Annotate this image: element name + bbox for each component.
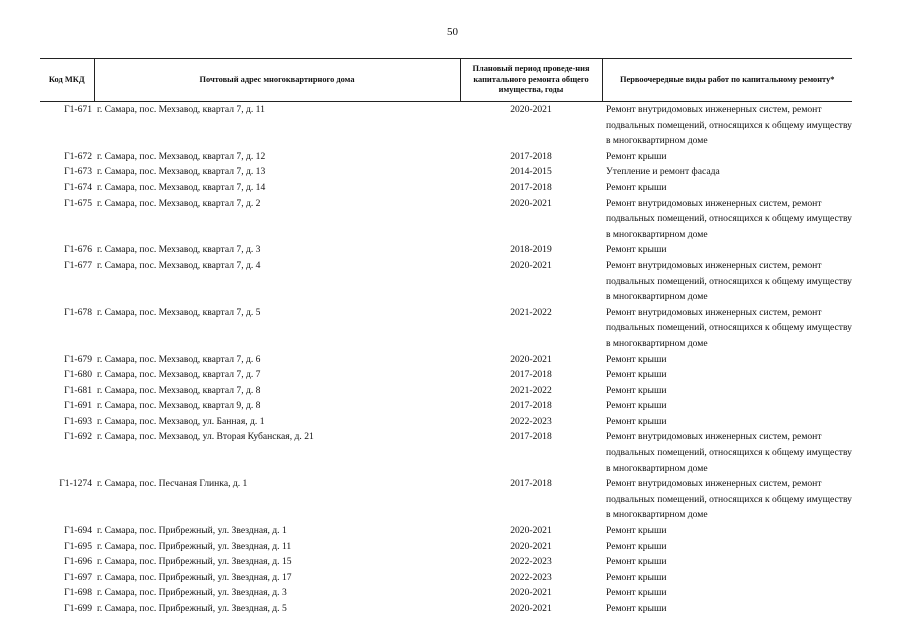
row-period: 2020-2021 — [510, 603, 552, 614]
row-code: Г1-672 — [64, 150, 92, 162]
row-code: Г1-680 — [64, 369, 92, 381]
row-period: 2017-2018 — [510, 478, 552, 490]
row-period: 2022-2023 — [510, 415, 552, 427]
row-address: г. Самара, пос. Прибрежный, ул. Звездная, д. 5 — [97, 603, 287, 614]
row-address: г. Самара, пос. Мехзавод, квартал 7, д. 3 — [97, 244, 261, 256]
row-works: Ремонт крыши — [606, 181, 667, 193]
row-works: Ремонт крыши — [606, 244, 667, 256]
table-row — [40, 601, 852, 617]
row-address: г. Самара, пос. Мехзавод, квартал 7, д. 7 — [97, 369, 261, 381]
row-works: Ремонт крыши — [606, 571, 667, 583]
row-address: г. Самара, пос. Мехзавод, квартал 7, д. 11 — [97, 104, 265, 115]
row-address: г. Самара, пос. Песчаная Глинка, д. 1 — [97, 478, 248, 490]
row-period: 2020-2021 — [510, 353, 552, 365]
row-address: г. Самара, пос. Мехзавод, квартал 7, д. 12 — [97, 150, 266, 162]
row-code: Г1-671 — [64, 104, 92, 115]
row-works: Ремонт крыши — [606, 400, 667, 412]
row-period: 2018-2019 — [510, 244, 552, 256]
row-address: г. Самара, пос. Мехзавод, квартал 7, д. 14 — [97, 181, 266, 193]
row-period: 2017-2018 — [510, 150, 552, 162]
table-row — [40, 164, 852, 180]
row-period: 2022-2023 — [510, 556, 552, 568]
row-address: г. Самара, пос. Прибрежный, ул. Звездная, д. 11 — [97, 540, 292, 552]
table-row — [40, 242, 852, 258]
row-period: 2017-2018 — [510, 431, 552, 443]
row-period: 2017-2018 — [510, 400, 552, 412]
row-code: Г1-691 — [64, 400, 92, 412]
table-row — [40, 570, 852, 586]
table-row — [40, 180, 852, 196]
row-address: г. Самара, пос. Мехзавод, квартал 7, д. 2 — [97, 197, 261, 209]
row-works: Ремонт крыши — [606, 587, 667, 599]
row-code: Г1-693 — [64, 415, 92, 427]
header-period: Плановый период проведе-ния капитального ремонта общего имущества, годы — [460, 59, 602, 102]
row-address: г. Самара, пос. Мехзавод, квартал 7, д. 5 — [97, 306, 261, 318]
row-code: Г1-678 — [64, 306, 92, 318]
row-address: г. Самара, пос. Прибрежный, ул. Звездная, д. 3 — [97, 587, 287, 599]
row-works: Ремонт внутридомовых инженерных систем, ремонт подвальных помещений, относящихся к общему имуществу в многоквартирном доме — [606, 306, 852, 349]
row-works: Ремонт крыши — [606, 353, 667, 365]
table-row — [40, 258, 852, 305]
row-works: Ремонт крыши — [606, 369, 667, 381]
row-works: Ремонт крыши — [606, 150, 667, 162]
row-period: 2017-2018 — [510, 181, 552, 193]
table-row — [40, 585, 852, 601]
row-code: Г1-679 — [64, 353, 92, 365]
table-row — [40, 383, 852, 399]
row-works: Ремонт крыши — [606, 525, 667, 537]
row-works: Ремонт внутридомовых инженерных систем, ремонт подвальных помещений, относящихся к общему имуществу в многоквартирном доме — [606, 431, 852, 474]
row-code: Г1-696 — [64, 556, 92, 568]
row-code: Г1-677 — [64, 259, 92, 271]
table-row — [40, 367, 852, 383]
row-code: Г1-695 — [64, 540, 92, 552]
table-row — [40, 414, 852, 430]
row-period: 2020-2021 — [510, 104, 552, 115]
row-works: Ремонт крыши — [606, 603, 667, 614]
row-period: 2020-2021 — [510, 587, 552, 599]
row-code: Г1-673 — [64, 166, 92, 178]
table-row — [40, 352, 852, 368]
row-address: г. Самара, пос. Мехзавод, ул. Банная, д. 1 — [97, 415, 265, 427]
row-period: 2022-2023 — [510, 571, 552, 583]
table-row — [40, 523, 852, 539]
row-address: г. Самара, пос. Прибрежный, ул. Звездная, д. 15 — [97, 556, 292, 568]
table-body — [40, 102, 852, 617]
row-address: г. Самара, пос. Прибрежный, ул. Звездная, д. 1 — [97, 525, 287, 537]
header-works: Первоочередные виды работ по капитальному ремонту* — [602, 59, 852, 102]
row-period: 2021-2022 — [510, 384, 552, 396]
row-code: Г1-676 — [64, 244, 92, 256]
row-address: г. Самара, пос. Мехзавод, квартал 7, д. 4 — [97, 259, 261, 271]
table-row — [40, 476, 852, 523]
row-code: Г1-681 — [64, 384, 92, 396]
row-code: Г1-694 — [64, 525, 92, 537]
row-code: Г1-692 — [64, 431, 92, 443]
table-row — [40, 398, 852, 414]
row-code: Г1-675 — [64, 197, 92, 209]
header-address: Почтовый адрес многоквартирного дома — [94, 59, 460, 102]
row-period: 2014-2015 — [510, 166, 552, 178]
table-row — [40, 149, 852, 165]
row-address: г. Самара, пос. Мехзавод, квартал 7, д. 8 — [97, 384, 261, 396]
row-works: Ремонт крыши — [606, 556, 667, 568]
row-works: Ремонт внутридомовых инженерных систем, ремонт подвальных помещений, относящихся к общему имуществу в многоквартирном доме — [606, 259, 852, 303]
row-works: Ремонт внутридомовых инженерных систем, ремонт подвальных помещений, относящихся к общему имуществу в многоквартирном доме — [606, 104, 852, 147]
row-address: г. Самара, пос. Мехзавод, ул. Вторая Кубанская, д. 21 — [97, 431, 314, 443]
row-works: Ремонт внутридомовых инженерных систем, ремонт подвальных помещений, относящихся к общему имуществу в многоквартирном доме — [606, 478, 852, 521]
row-code: Г1-1274 — [59, 478, 92, 490]
table-row — [40, 554, 852, 570]
row-code: Г1-697 — [64, 571, 92, 583]
table-row — [40, 102, 852, 149]
table-row — [40, 429, 852, 476]
row-period: 2020-2021 — [510, 525, 552, 537]
table-row — [40, 305, 852, 352]
page-number: 50 — [447, 26, 458, 38]
row-works: Ремонт внутридомовых инженерных систем, ремонт подвальных помещений, относящихся к общему имуществу в многоквартирном доме — [606, 197, 852, 240]
row-works: Ремонт крыши — [606, 415, 667, 427]
row-period: 2020-2021 — [510, 197, 552, 209]
row-period: 2017-2018 — [510, 369, 552, 381]
row-code: Г1-699 — [64, 603, 92, 614]
row-works: Утепление и ремонт фасада — [606, 166, 720, 178]
capital-repair-table — [40, 58, 852, 617]
row-period: 2021-2022 — [510, 306, 552, 318]
row-code: Г1-674 — [64, 181, 92, 193]
row-works: Ремонт крыши — [606, 540, 667, 552]
row-works: Ремонт крыши — [606, 384, 667, 396]
table-row — [40, 539, 852, 555]
row-address: г. Самара, пос. Мехзавод, квартал 7, д. 6 — [97, 353, 261, 365]
row-period: 2020-2021 — [510, 540, 552, 552]
row-code: Г1-698 — [64, 587, 92, 599]
row-address: г. Самара, пос. Мехзавод, квартал 9, д. 8 — [97, 400, 261, 412]
row-address: г. Самара, пос. Прибрежный, ул. Звездная, д. 17 — [97, 571, 292, 583]
header-code: Код МКД — [40, 59, 94, 102]
row-address: г. Самара, пос. Мехзавод, квартал 7, д. 13 — [97, 166, 266, 178]
table-row — [40, 196, 852, 243]
row-period: 2020-2021 — [510, 259, 552, 271]
table-header — [40, 59, 852, 102]
